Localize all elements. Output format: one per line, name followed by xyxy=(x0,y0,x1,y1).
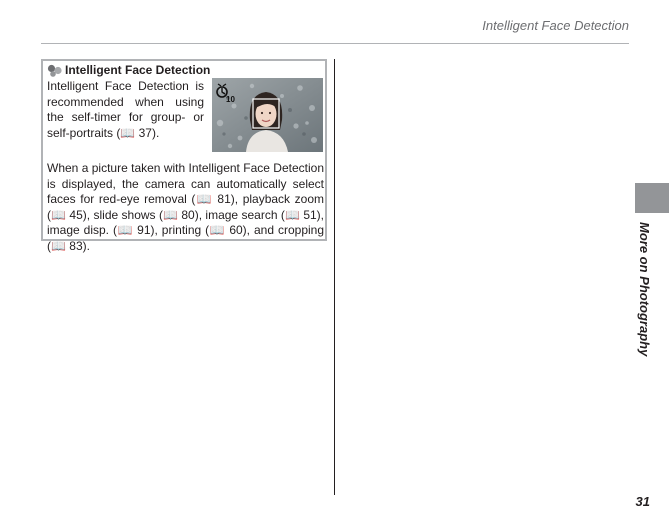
note-heading xyxy=(47,63,210,77)
portrait-photo xyxy=(212,78,323,152)
page-number: 31 xyxy=(635,494,650,509)
self-timer-label: 10 xyxy=(226,95,235,104)
note-icon xyxy=(47,64,63,77)
header-rule xyxy=(41,43,629,44)
running-header: Intelligent Face Detection xyxy=(482,18,629,33)
note-box xyxy=(41,59,327,253)
note-title: Intelligent Face Detection xyxy=(65,63,211,77)
note-intro-text: Intelligent Face Detection is recommended when using the self-timer for group- or self-portraits (📖 37). xyxy=(47,79,204,141)
column-divider xyxy=(334,59,335,495)
section-tab xyxy=(635,183,669,213)
section-title: More on Photography xyxy=(637,222,652,357)
note-body-text: When a picture taken with Intelligent Face Detection is displayed, the camera can automatically select faces for red-eye removal (📖 81), playback zoom (📖 45), slide shows (📖 80), image search (📖 51), image disp. (📖 91), printing (📖 60), and cropping (📖 83). xyxy=(47,161,324,253)
